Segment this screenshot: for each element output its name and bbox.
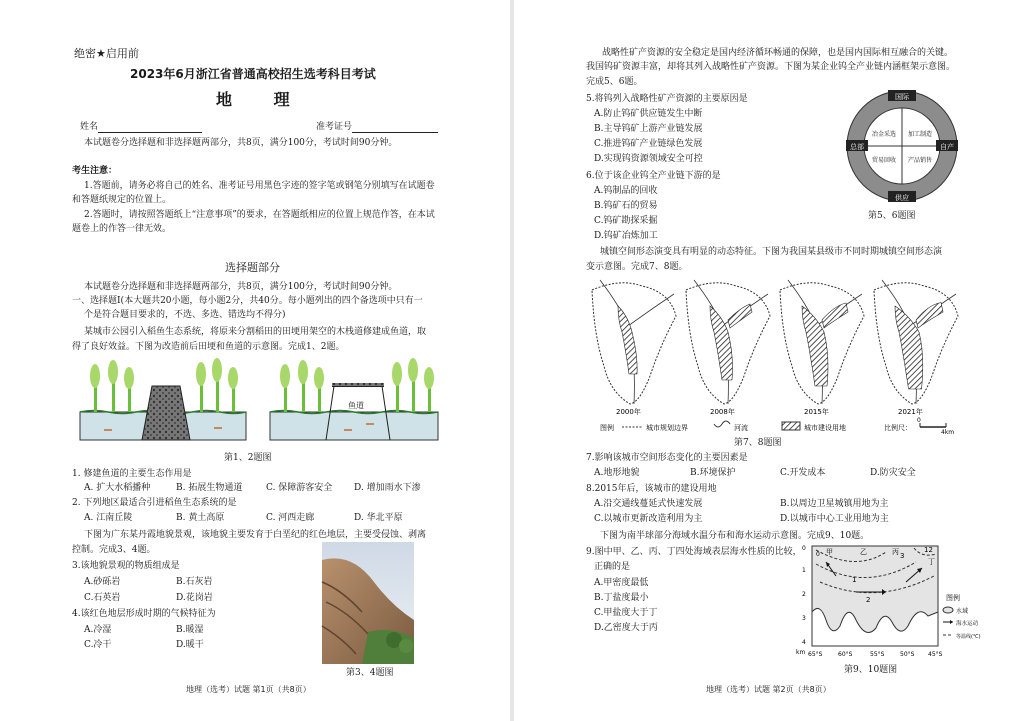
isotherm-label-2: 2 xyxy=(866,596,871,604)
urban-map-year-label: 2021年 xyxy=(898,408,923,416)
q9-option-b[interactable]: B.丁盐度最小 xyxy=(594,593,649,603)
page-2 xyxy=(514,0,1024,721)
before-panel xyxy=(80,358,246,440)
q6-option-b[interactable]: B.钨矿石的贸易 xyxy=(594,201,658,211)
fig910-legend-isotherm: 等温线(℃) xyxy=(956,634,981,640)
q7-option-d[interactable]: D.防灾安全 xyxy=(870,468,916,478)
lon-65: 65°S xyxy=(808,651,823,658)
q78-stem-line-1: 城镇空间形态演变具有明显的动态特征。下图为我国某县级市不同时期城镇空间形态演 xyxy=(600,247,943,257)
q9-stem-line-1: 9.图中甲、乙、丙、丁四处海域表层海水性质的比较， xyxy=(586,547,802,557)
ticket-blank[interactable] xyxy=(352,122,438,133)
q8-option-c[interactable]: C.以城市更新改造利用为主 xyxy=(594,514,703,524)
q7-option-c[interactable]: C.开发成本 xyxy=(780,468,826,478)
q78-stem-line-2: 变示意图。完成7、8题。 xyxy=(586,262,688,272)
name-label: 姓名 xyxy=(80,122,99,132)
note-1-line-2: 和答题纸规定的位置上。 xyxy=(72,195,172,205)
after-panel xyxy=(270,358,438,440)
page-1 xyxy=(0,0,510,721)
q2-option-d[interactable]: D. 华北平原 xyxy=(354,513,403,523)
note-1-line-1: 1.答题前，请务必将自己的姓名、准考证号用黑色字迹的签字笔或钢笔分别填写在试题卷 xyxy=(84,181,435,191)
ring-right-label: 自产 xyxy=(940,143,954,151)
q6-option-d[interactable]: D.钨矿冶炼加工 xyxy=(594,231,658,241)
urban-map-3 xyxy=(780,280,864,416)
q6-stem: 6.位于该企业钨全产业链下游的是 xyxy=(586,171,721,181)
danxia-photo xyxy=(322,542,414,664)
note-2-line-2: 题卷上的作答一律无效。 xyxy=(72,224,172,234)
urban-form-figure xyxy=(586,276,966,434)
q9-option-a[interactable]: A.甲密度最低 xyxy=(594,578,649,588)
q1-option-b[interactable]: B. 拓展生物通道 xyxy=(176,483,243,493)
urban-map-year-label: 2015年 xyxy=(804,408,829,416)
q56-stem-line-1: 战略性矿产资源的安全稳定是国内经济循环畅通的保障，也是国内国际相互融合的关键。 xyxy=(602,48,954,58)
q2-stem: 2. 下列地区最适合引进稻鱼生态系统的是 xyxy=(72,498,237,508)
q34-stem-line-2: 控制。完成3、4题。 xyxy=(72,545,156,555)
depth-3: 3 xyxy=(802,615,806,622)
ring-bottom-label: 供应 xyxy=(895,194,909,202)
q56-stem-line-3: 完成5、6题。 xyxy=(586,77,643,87)
q5-option-d[interactable]: D.实现钨资源领域安全可控 xyxy=(594,154,703,164)
isotherm-label-1: 1 xyxy=(852,576,857,584)
fig910-legend-title: 图例 xyxy=(946,594,960,602)
q12-stem-line-1: 某城市公园引入稻鱼生态系统，将原来分割稻田的田埂用架空的木栈道修建成鱼道，取 xyxy=(84,327,427,337)
subject-title: 地 理 xyxy=(216,90,308,109)
q34-stem-line-1: 下图为广东某丹霞地貌景观，该地貌主要发育于白垩纪的红色地层，主要受侵蚀、剥离 xyxy=(84,530,427,540)
fig78-scale-value: 4km xyxy=(941,429,955,436)
q4-option-d[interactable]: D.暖干 xyxy=(176,640,204,650)
q1-option-d[interactable]: D. 增加雨水下渗 xyxy=(354,483,421,493)
name-blank[interactable] xyxy=(98,122,202,133)
intro-text: 本试题卷分选择题和非选择题两部分，共8页，满分100分，考试时间90分钟。 xyxy=(84,138,398,148)
part-1-line-2: 个是符合题目要求的，不选、多选、错选均不得分) xyxy=(84,310,286,320)
ring-top-label: 国际 xyxy=(895,93,909,101)
exam-title: 2023年6月浙江省普通高校招生选考科目考试 xyxy=(130,67,376,81)
point-jia: 甲 xyxy=(826,548,833,556)
isotherm-label-0: 0 xyxy=(816,551,820,558)
q6-option-c[interactable]: C.钨矿勘探采掘 xyxy=(594,216,658,226)
fig78-scale-label: 比例尺： xyxy=(884,424,912,432)
q9-option-d[interactable]: D.乙密度大于丙 xyxy=(594,623,658,633)
q7-option-b[interactable]: B.环境保护 xyxy=(690,468,736,478)
ring-quadrant-tl: 冶金采选 xyxy=(871,131,897,138)
ring-quadrant-bl: 贸易回收 xyxy=(871,157,897,164)
fig56-caption: 第5、6题图 xyxy=(868,211,916,221)
point-ding: 丁 xyxy=(928,558,935,566)
isotherm-label-12: 12 xyxy=(924,546,933,554)
fig78-scale-zero: 0 xyxy=(917,417,921,424)
q8-stem: 8.2015年后，该城市的建设用地 xyxy=(586,484,717,494)
depth-2: 2 xyxy=(802,591,806,598)
q3-option-a[interactable]: A.砂砾岩 xyxy=(84,577,121,587)
ticket-field[interactable] xyxy=(316,121,438,133)
q910-stem: 下图为南半球部分海域水温分布和海水运动示意图。完成9、10题。 xyxy=(600,531,870,541)
urban-map-1 xyxy=(592,280,676,416)
urban-map-2 xyxy=(686,280,770,416)
depth-1: 1 xyxy=(802,567,806,574)
depth-0: 0 xyxy=(802,545,806,552)
notes-title: 考生注意： xyxy=(72,166,118,176)
q7-option-a[interactable]: A.地形地貌 xyxy=(594,468,640,478)
confidential-mark: 绝密★启用前 xyxy=(74,47,139,60)
page-2-footer: 地理（选考）试题 第2页（共8页） xyxy=(706,685,831,694)
q8-option-b[interactable]: B.以周边卫星城镇用地为主 xyxy=(780,499,889,509)
lon-50: 50°S xyxy=(900,651,915,658)
q3-option-c[interactable]: C.石英岩 xyxy=(84,593,121,603)
ocean-section-figure xyxy=(796,542,981,662)
ticket-label: 准考证号 xyxy=(316,122,353,132)
ring-quadrant-tr: 加工制造 xyxy=(907,131,933,138)
q8-option-d[interactable]: D.以城市中心工业用地为主 xyxy=(780,514,889,524)
q3-option-b[interactable]: B.石灰岩 xyxy=(176,577,213,587)
isotherm-label-3: 3 xyxy=(900,552,905,560)
fig78-legend-title: 图例 xyxy=(600,424,614,432)
fig12-caption: 第1、2题图 xyxy=(224,453,272,463)
fig78-legend-boundary: 城市规划边界 xyxy=(646,424,688,432)
q5-option-b[interactable]: B.主导钨矿上游产业链发展 xyxy=(594,124,703,134)
tungsten-chain-figure xyxy=(842,88,962,206)
q3-option-d[interactable]: D.花岗岩 xyxy=(176,593,213,603)
point-yi: 乙 xyxy=(860,548,867,556)
q1-option-a[interactable]: A. 扩大水稻播种 xyxy=(84,483,151,493)
part-1-line-1: 一、选择题Ⅰ(本大题共20小题，每小题2分，共40分。每小题列出的四个备选项中只有一 xyxy=(72,296,423,306)
fig910-caption: 第9、10题图 xyxy=(844,665,898,675)
section-title: 选择题部分 xyxy=(225,261,280,274)
q8-option-a[interactable]: A.沿交通线蔓延式快速发展 xyxy=(594,499,703,509)
fishway-label: 鱼道 xyxy=(348,401,364,410)
lon-45: 45°S xyxy=(928,651,943,658)
q7-stem: 7.影响该城市空间形态变化的主要因素是 xyxy=(586,453,748,463)
note-2-line-1: 2.答题时，请按照答题纸上“注意事项”的要求，在答题纸相应的位置上规范作答，在本试 xyxy=(84,210,435,220)
urban-map-year-label: 2008年 xyxy=(710,408,735,416)
fig910-legend-water: 水域 xyxy=(956,608,969,615)
rice-fish-figure xyxy=(74,358,444,446)
fig34-caption: 第3、4题图 xyxy=(346,668,394,678)
name-field[interactable] xyxy=(80,121,202,133)
q5-option-c[interactable]: C.推进钨矿产业链绿色发展 xyxy=(594,139,703,149)
q4-option-b[interactable]: B.暖湿 xyxy=(176,625,204,635)
fig910-legend-current: 海水运动 xyxy=(956,621,979,627)
ring-quadrant-br: 产品销售 xyxy=(907,157,933,164)
q4-option-c[interactable]: C.冷干 xyxy=(84,640,112,650)
q1-stem: 1. 修建鱼道的主要生态作用是 xyxy=(72,469,192,479)
urban-map-4 xyxy=(874,280,958,416)
q9-stem-line-2: 正确的是 xyxy=(594,562,631,572)
urban-map-year-label: 2000年 xyxy=(616,408,641,416)
fig78-legend-builtup: 城市建设用地 xyxy=(804,424,846,432)
depth-4: 4 xyxy=(802,639,806,646)
q2-option-a[interactable]: A. 江南丘陵 xyxy=(84,513,133,523)
q3-stem: 3.该地貌景观的物质组成是 xyxy=(72,561,180,571)
fig78-legend-river: 河流 xyxy=(734,424,748,432)
q4-option-a[interactable]: A.冷湿 xyxy=(84,625,112,635)
lon-55: 55°S xyxy=(870,651,885,658)
point-bing: 丙 xyxy=(892,548,899,556)
q5-option-a[interactable]: A.防止钨矿供应链发生中断 xyxy=(594,109,703,119)
q4-stem: 4.该红色地层形成时期的气候特征为 xyxy=(72,609,216,619)
ring-left-label: 总部 xyxy=(850,143,864,151)
q9-option-c[interactable]: C.甲盐度大于丁 xyxy=(594,608,658,618)
depth-unit: km xyxy=(796,649,806,656)
section-intro: 本试题卷分选择题和非选择题两部分，共8页，满分100分，考试时间90分钟。 xyxy=(84,282,398,292)
page-1-footer: 地理（选考）试题 第1页（共8页） xyxy=(186,685,311,694)
lon-60: 60°S xyxy=(838,651,853,658)
q5-stem: 5.将钨列入战略性矿产资源的主要原因是 xyxy=(586,94,748,104)
q2-option-c[interactable]: C. 河西走廊 xyxy=(266,513,315,523)
q12-stem-line-2: 得了良好效益。下图为改造前后田埂和鱼道的示意图。完成1、2题。 xyxy=(72,342,345,352)
q56-stem-line-2: 我国钨矿资源丰富，却将其列入战略性矿产资源。下图为某企业钨全产业链内涵框架示意图。 xyxy=(586,62,956,72)
q2-option-b[interactable]: B. 黄土高原 xyxy=(176,513,225,523)
q6-option-a[interactable]: A.钨制品的回收 xyxy=(594,186,658,196)
q1-option-c[interactable]: C. 保障游客安全 xyxy=(266,483,333,493)
fig78-caption: 第7、8题图 xyxy=(734,438,782,448)
